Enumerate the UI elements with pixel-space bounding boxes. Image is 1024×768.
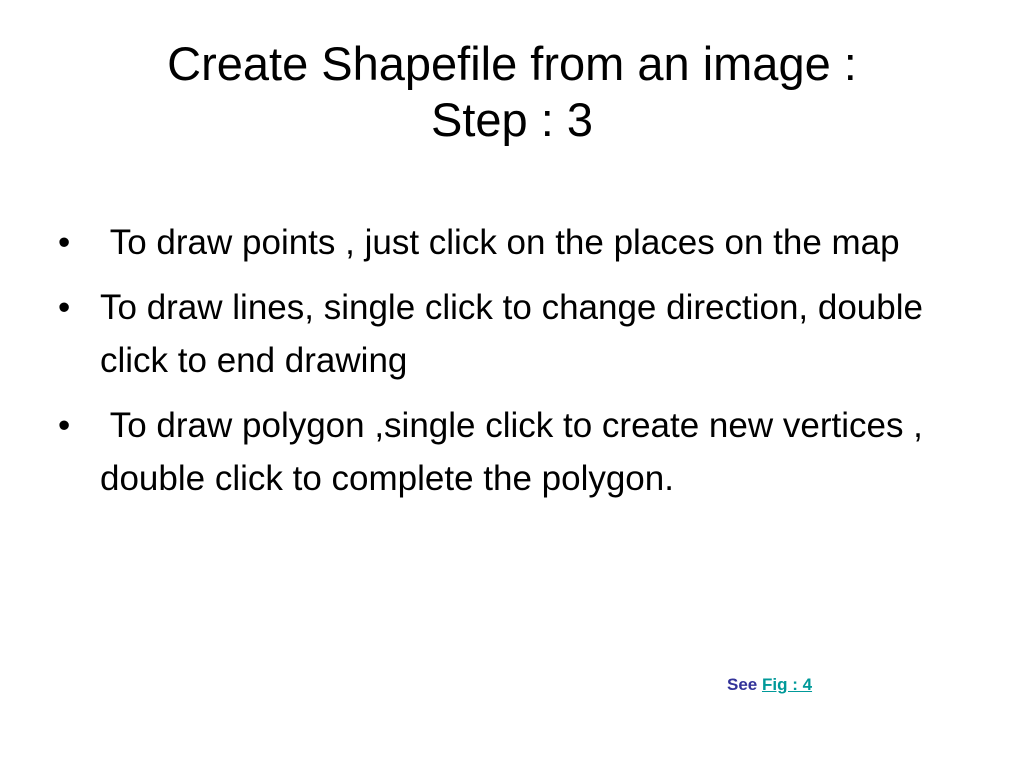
bullet-text: To draw lines, single click to change direction, double click to end drawing [100, 288, 933, 380]
bullet-item-lines [58, 281, 978, 387]
bullet-item-points [58, 216, 978, 269]
bullet-item-polygon [58, 399, 978, 505]
figure-reference [727, 675, 812, 695]
bullet-list [58, 216, 978, 517]
slide-title-line-1: Create Shapefile from an image : [167, 37, 857, 90]
slide-title-line-2: Step : 3 [431, 93, 593, 146]
slide-title [40, 36, 984, 148]
bullet-text: To draw polygon ,single click to create new vertices , double click to complete the polygon. [100, 406, 933, 498]
figure-reference-link[interactable]: Fig : 4 [761, 675, 813, 694]
bullet-text: To draw points , just click on the places on the map [100, 223, 900, 262]
bullet-marker: • [58, 406, 71, 445]
bullet-marker: • [58, 223, 71, 262]
bullet-marker: • [58, 288, 71, 327]
figure-reference-prefix: See [727, 675, 758, 694]
